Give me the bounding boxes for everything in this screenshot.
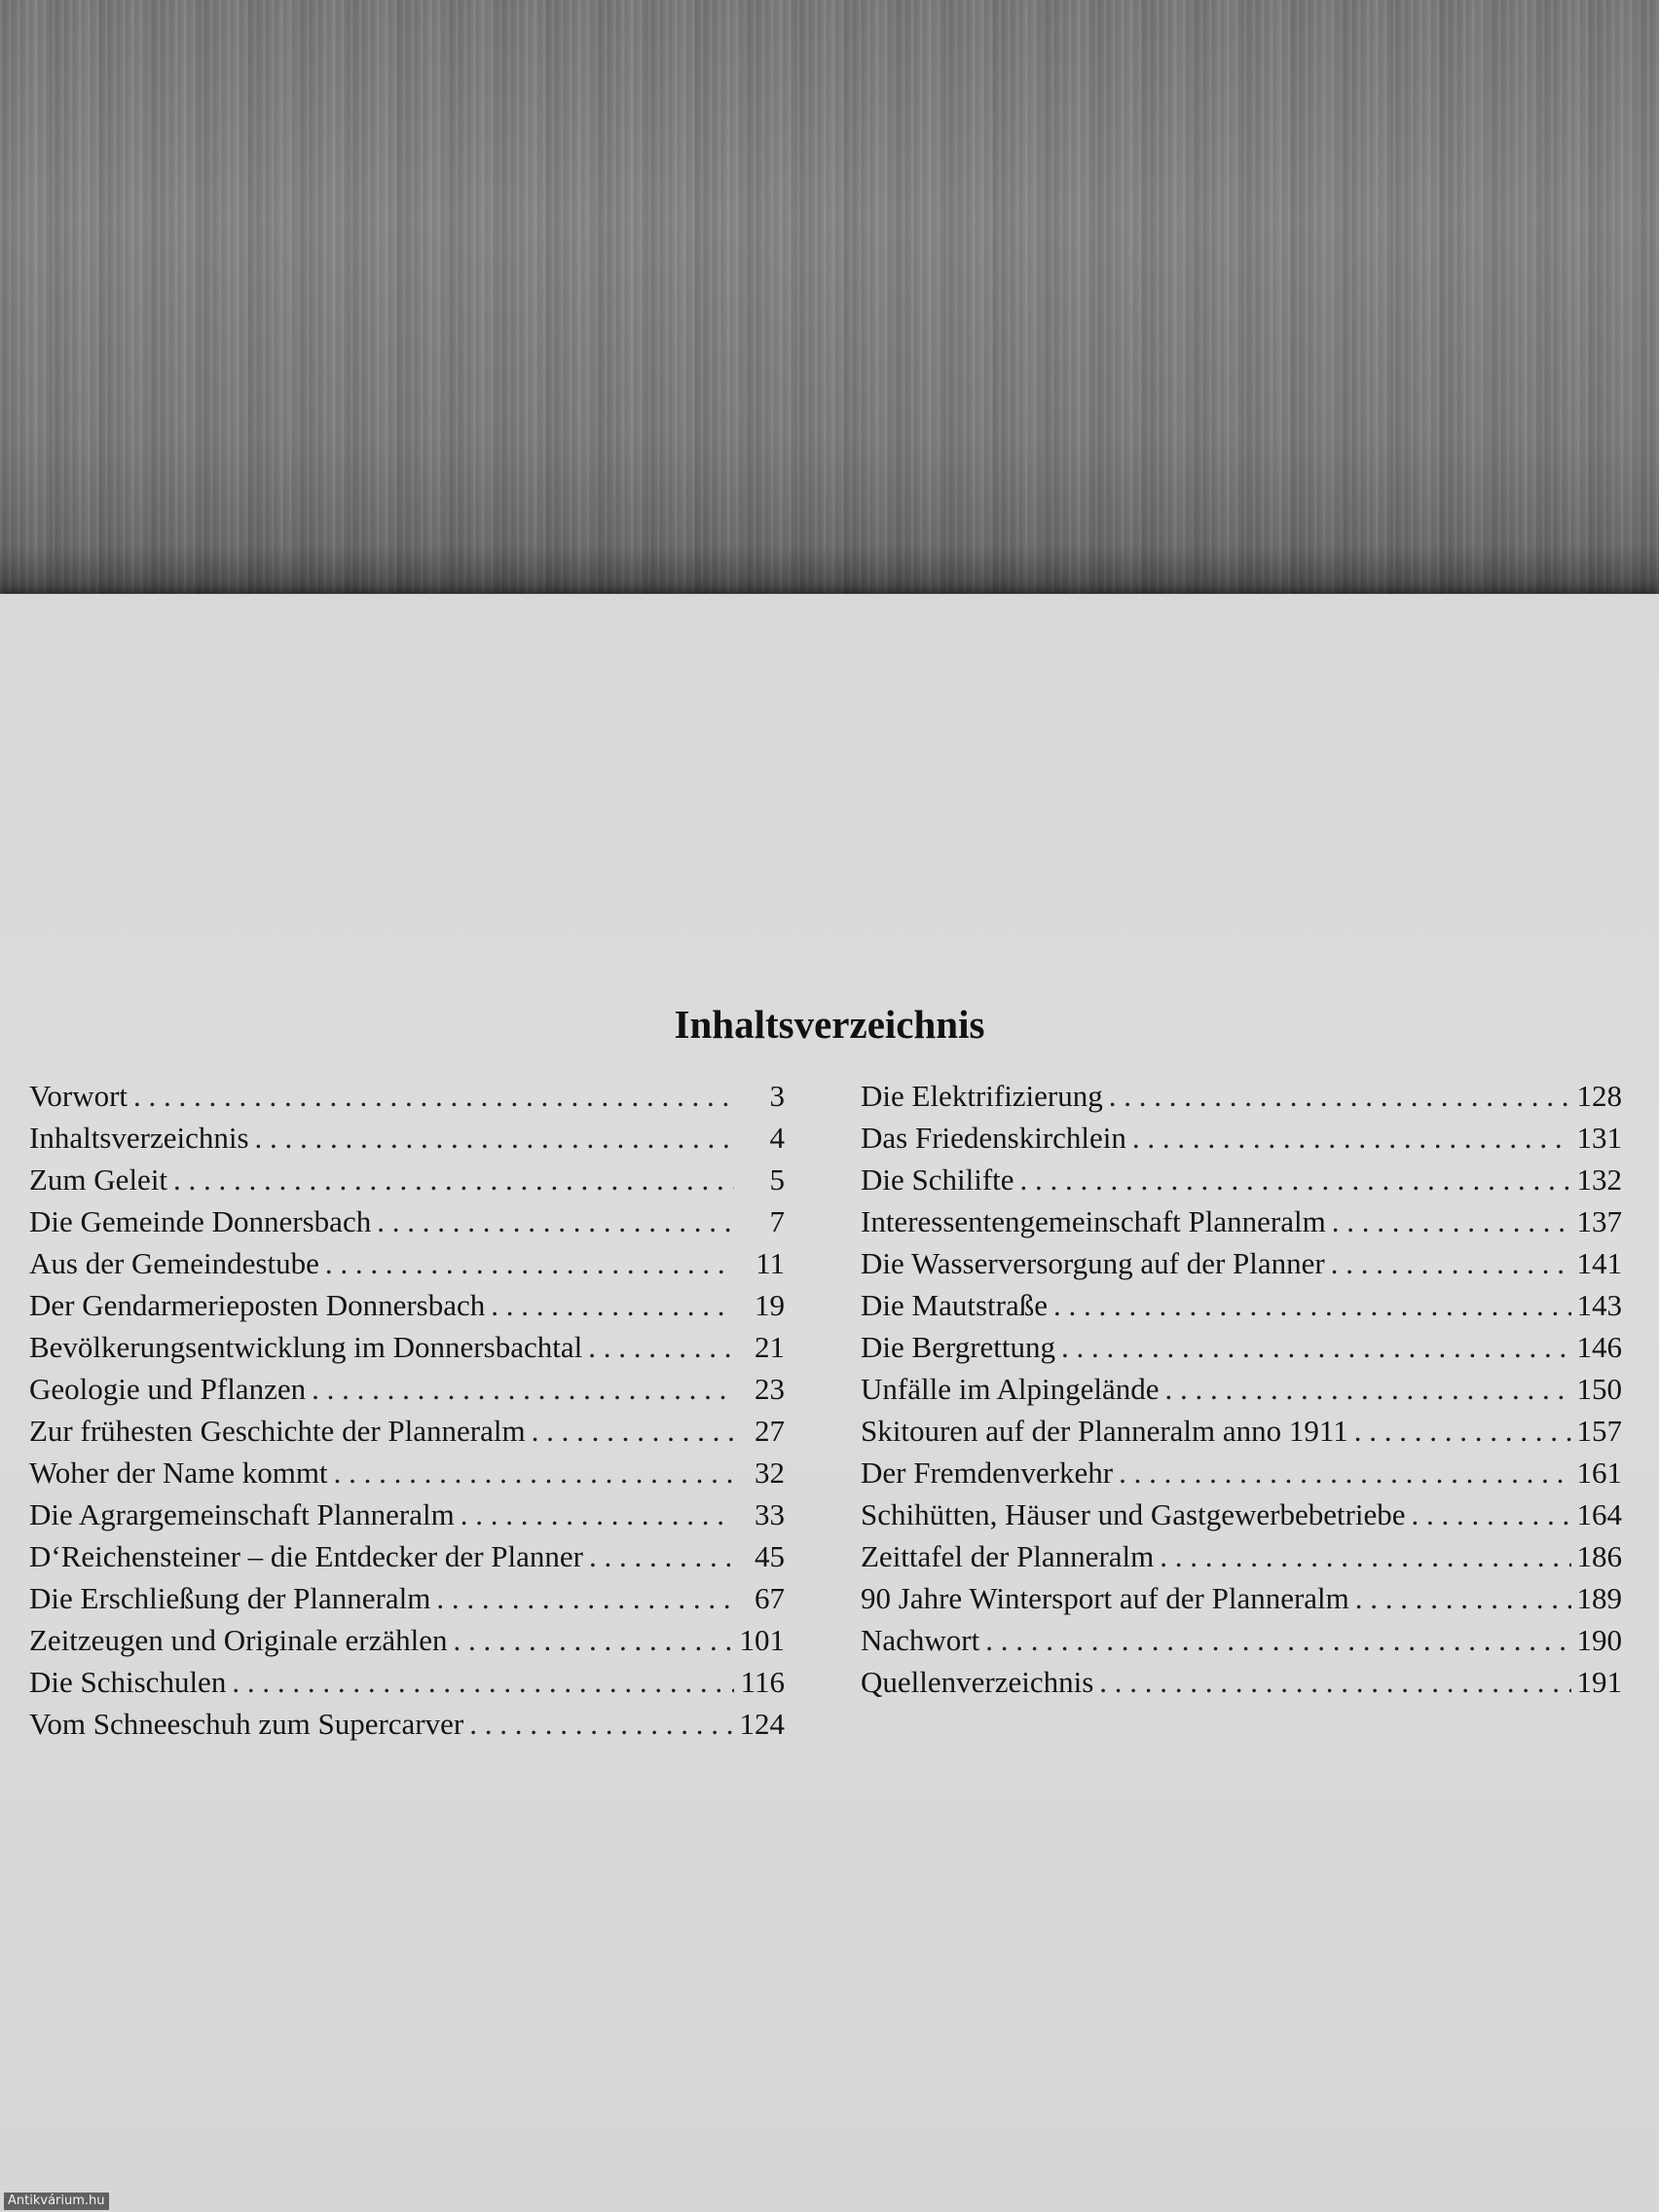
toc-entry-page: 157 bbox=[1576, 1414, 1622, 1448]
toc-entry-page: 190 bbox=[1576, 1623, 1622, 1657]
toc-entry bbox=[29, 1661, 785, 1703]
leader-dots bbox=[1109, 1075, 1571, 1117]
toc-entry bbox=[861, 1117, 1622, 1159]
toc-entry-label: Aus der Gemeindestube bbox=[29, 1246, 319, 1280]
leader-dots bbox=[1160, 1535, 1570, 1577]
toc-entry-label: Vom Schneeschuh zum Supercarver bbox=[29, 1707, 464, 1741]
leader-dots bbox=[377, 1200, 734, 1242]
toc-entry-page: 141 bbox=[1576, 1246, 1622, 1280]
leader-dots bbox=[133, 1075, 734, 1117]
page-title: Inhaltsverzeichnis bbox=[674, 1002, 985, 1047]
toc-entry-label: Schihütten, Häuser und Gastgewerbebetriebe bbox=[861, 1497, 1406, 1531]
toc-entry bbox=[29, 1493, 785, 1535]
toc-entry bbox=[861, 1577, 1622, 1619]
toc-entry-label: Der Fremdenverkehr bbox=[861, 1456, 1114, 1490]
toc-entry bbox=[861, 1284, 1622, 1326]
toc-entry-page: 150 bbox=[1576, 1372, 1622, 1406]
toc-entry-label: Woher der Name kommt bbox=[29, 1456, 328, 1490]
toc-entry-label: Der Gendarmerieposten Donnersbach bbox=[29, 1288, 486, 1322]
leader-dots bbox=[1132, 1117, 1571, 1159]
toc-entry bbox=[861, 1242, 1622, 1284]
toc-entry-page: 19 bbox=[755, 1288, 785, 1322]
toc-entry bbox=[29, 1410, 785, 1452]
toc-entry bbox=[861, 1535, 1622, 1577]
toc-entry-label: Die Schischulen bbox=[29, 1665, 227, 1699]
toc-entry-label: Das Friedenskirchlein bbox=[861, 1121, 1126, 1155]
toc-entry bbox=[29, 1242, 785, 1284]
toc-entry-label: Zur frühesten Geschichte der Planneralm bbox=[29, 1414, 526, 1448]
toc-entry-page: 161 bbox=[1576, 1456, 1622, 1490]
toc-entry-label: Die Wasserversorgung auf der Planner bbox=[861, 1246, 1325, 1280]
toc-entry bbox=[29, 1703, 785, 1745]
toc-entry-label: Inhaltsverzeichnis bbox=[29, 1121, 249, 1155]
leader-dots bbox=[1354, 1410, 1571, 1452]
toc-entry-page: 137 bbox=[1576, 1204, 1622, 1238]
toc-entry-label: Quellenverzeichnis bbox=[861, 1665, 1094, 1699]
leader-dots bbox=[1119, 1452, 1570, 1493]
leader-dots bbox=[1355, 1577, 1571, 1619]
toc-right-column bbox=[861, 1075, 1622, 1703]
leader-dots bbox=[1053, 1284, 1571, 1326]
toc-entry bbox=[861, 1368, 1622, 1410]
toc-entry-page: 11 bbox=[756, 1246, 785, 1280]
toc-entry-label: Die Elektrifizierung bbox=[861, 1079, 1103, 1113]
toc-entry bbox=[29, 1577, 785, 1619]
toc-entry-label: D‘Reichensteiner – die Entdecker der Planner bbox=[29, 1539, 583, 1573]
leader-dots bbox=[334, 1452, 734, 1493]
leader-dots bbox=[532, 1410, 734, 1452]
toc-entry-label: Die Gemeinde Donnersbach bbox=[29, 1204, 372, 1238]
leader-dots bbox=[1412, 1493, 1571, 1535]
toc-entry-label: Die Agrargemeinschaft Planneralm bbox=[29, 1497, 455, 1531]
toc-entry-label: Die Bergrettung bbox=[861, 1330, 1056, 1364]
leader-dots bbox=[232, 1661, 734, 1703]
leader-dots bbox=[469, 1703, 733, 1745]
toc-entry-page: 21 bbox=[755, 1330, 785, 1364]
toc-entry-page: 131 bbox=[1576, 1121, 1622, 1155]
toc-entry-page: 146 bbox=[1576, 1330, 1622, 1364]
toc-entry bbox=[861, 1619, 1622, 1661]
toc-entry-label: Die Schilifte bbox=[861, 1162, 1014, 1197]
toc-entry bbox=[861, 1493, 1622, 1535]
toc-entry-label: Zeittafel der Planneralm bbox=[861, 1539, 1155, 1573]
toc-entry-page: 3 bbox=[769, 1079, 785, 1113]
leader-dots bbox=[1332, 1200, 1571, 1242]
toc-entry bbox=[861, 1452, 1622, 1493]
toc-entry-page: 116 bbox=[740, 1665, 785, 1699]
toc-entry-page: 164 bbox=[1576, 1497, 1622, 1531]
leader-dots bbox=[588, 1326, 734, 1368]
toc-entry-label: Vorwort bbox=[29, 1079, 129, 1113]
toc-entry-label: Skitouren auf der Planneralm anno 1911 bbox=[861, 1414, 1348, 1448]
site-watermark: Antikvárium.hu bbox=[4, 2193, 109, 2210]
toc-entry-page: 33 bbox=[755, 1497, 785, 1531]
toc-entry bbox=[861, 1159, 1622, 1200]
toc-entry-page: 186 bbox=[1576, 1539, 1622, 1573]
toc-entry bbox=[861, 1410, 1622, 1452]
toc-entry bbox=[861, 1200, 1622, 1242]
toc-entry-page: 27 bbox=[755, 1414, 785, 1448]
book-page bbox=[0, 594, 1659, 2212]
toc-entry-label: Nachwort bbox=[861, 1623, 980, 1657]
toc-entry-page: 23 bbox=[755, 1372, 785, 1406]
toc-entry bbox=[29, 1159, 785, 1200]
leader-dots bbox=[312, 1368, 734, 1410]
toc-entry bbox=[29, 1452, 785, 1493]
toc-left-column bbox=[29, 1075, 785, 1745]
leader-dots bbox=[985, 1619, 1570, 1661]
toc-entry-page: 191 bbox=[1576, 1665, 1622, 1699]
leader-dots bbox=[1164, 1368, 1570, 1410]
toc-entry bbox=[29, 1284, 785, 1326]
toc-entry bbox=[29, 1200, 785, 1242]
toc-entry bbox=[861, 1075, 1622, 1117]
toc-entry-page: 124 bbox=[739, 1707, 785, 1741]
toc-entry-page: 4 bbox=[769, 1121, 785, 1155]
toc-entry-label: Zeitzeugen und Originale erzählen bbox=[29, 1623, 448, 1657]
toc-entry-page: 132 bbox=[1576, 1162, 1622, 1197]
leader-dots bbox=[461, 1493, 734, 1535]
leader-dots bbox=[325, 1242, 734, 1284]
leader-dots bbox=[1061, 1326, 1570, 1368]
toc-entry bbox=[861, 1661, 1622, 1703]
toc-entry-page: 67 bbox=[755, 1581, 785, 1615]
toc-entry-page: 5 bbox=[769, 1162, 785, 1197]
toc-entry-label: Interessentengemeinschaft Planneralm bbox=[861, 1204, 1326, 1238]
leader-dots bbox=[1020, 1159, 1571, 1200]
toc-entry bbox=[861, 1326, 1622, 1368]
toc-entry bbox=[29, 1075, 785, 1117]
toc-entry-page: 32 bbox=[755, 1456, 785, 1490]
leader-dots bbox=[1099, 1661, 1570, 1703]
toc-entry-page: 101 bbox=[739, 1623, 785, 1657]
toc-entry bbox=[29, 1326, 785, 1368]
toc-entry-label: Geologie und Pflanzen bbox=[29, 1372, 307, 1406]
leader-dots bbox=[255, 1117, 734, 1159]
leader-dots bbox=[173, 1159, 734, 1200]
leader-dots bbox=[1331, 1242, 1571, 1284]
toc-entry-label: Unfälle im Alpingelände bbox=[861, 1372, 1160, 1406]
toc-entry bbox=[29, 1368, 785, 1410]
leader-dots bbox=[454, 1619, 734, 1661]
toc-entry-page: 128 bbox=[1576, 1079, 1622, 1113]
leader-dots bbox=[589, 1535, 734, 1577]
toc-entry-label: 90 Jahre Wintersport auf der Planneralm bbox=[861, 1581, 1349, 1615]
toc-entry-label: Bevölkerungsentwicklung im Donnersbachtal bbox=[29, 1330, 583, 1364]
toc-entry bbox=[29, 1619, 785, 1661]
toc-entry-page: 189 bbox=[1576, 1581, 1622, 1615]
toc-entry-label: Die Erschließung der Planneralm bbox=[29, 1581, 431, 1615]
wooden-surface-background bbox=[0, 0, 1659, 623]
toc-entry-page: 45 bbox=[755, 1539, 785, 1573]
toc-entry bbox=[29, 1535, 785, 1577]
toc-entry bbox=[29, 1117, 785, 1159]
toc-entry-page: 143 bbox=[1576, 1288, 1622, 1322]
toc-entry-page: 7 bbox=[769, 1204, 785, 1238]
leader-dots bbox=[491, 1284, 734, 1326]
toc-entry-label: Zum Geleit bbox=[29, 1162, 168, 1197]
leader-dots bbox=[436, 1577, 734, 1619]
toc-entry-label: Die Mautstraße bbox=[861, 1288, 1048, 1322]
